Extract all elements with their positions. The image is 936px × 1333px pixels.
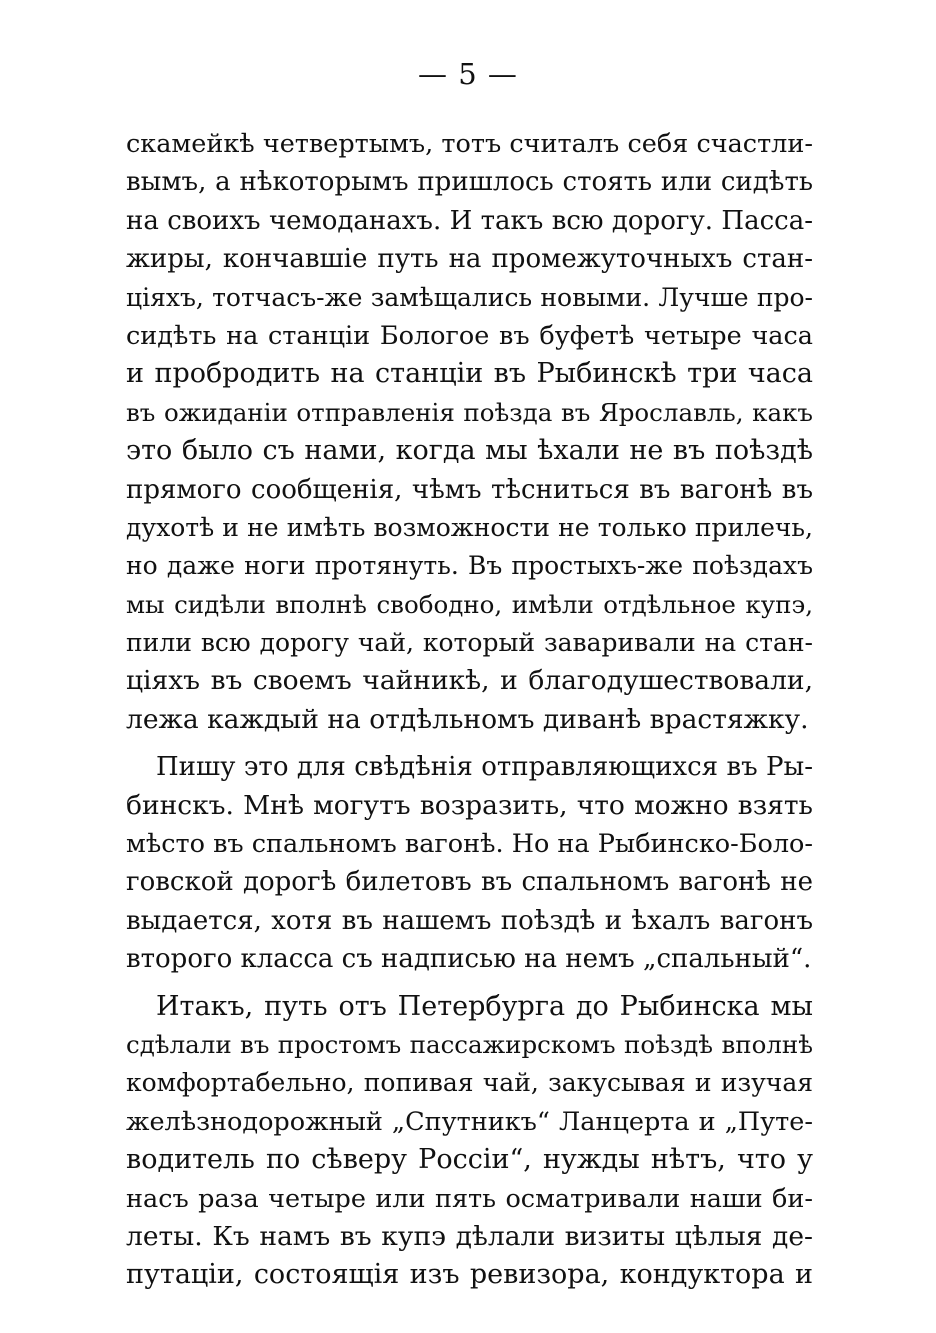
- text-line: водитель по сѣверу Россіи“, нужды нѣтъ, что у: [126, 1144, 813, 1176]
- text-line: но даже ноги протянуть. Въ простыхъ-же поѣздахъ: [126, 551, 813, 581]
- paragraph-gap: [126, 979, 813, 988]
- paragraph-3: [126, 988, 813, 1295]
- text-line: духотѣ и не имѣть возможности не только прилечь,: [126, 512, 813, 542]
- paragraph-gap: [126, 739, 813, 748]
- paragraph-1: [126, 125, 813, 739]
- text-line: путаціи, состоящія изъ ревизора, кондуктора и: [126, 1259, 813, 1291]
- text-line: Итакъ, путь отъ Петербурга до Рыбинска мы: [156, 990, 813, 1022]
- text-line: ціяхъ въ своемъ чайникѣ, и благодушествовали,: [126, 665, 813, 697]
- text-line: вымъ, а нѣкоторымъ пришлось стоять или сидѣть: [126, 167, 813, 198]
- text-line: мы сидѣли вполнѣ свободно, имѣли отдѣльное купэ,: [126, 589, 813, 619]
- text-line: жиры, кончавшіе путь на промежуточныхъ стан-: [126, 244, 813, 275]
- text-line: леты. Къ намъ въ купэ дѣлали визиты цѣлыя де-: [126, 1220, 813, 1252]
- text-line: ціяхъ, тотчасъ-же замѣщались новыми. Лучше про-: [126, 282, 813, 312]
- text-line: насъ раза четыре или пять осматривали наши би-: [126, 1183, 813, 1214]
- text-line: скамейкѣ четвертымъ, тотъ считалъ себя счастли-: [126, 129, 813, 159]
- text-line: бинскъ. Мнѣ могутъ возразить, что можно взять: [126, 789, 813, 821]
- text-line: второго класса съ надписью на немъ „спальный“.: [126, 944, 812, 975]
- text-line: въ ожиданіи отправленія поѣзда въ Ярославль, какъ: [126, 397, 813, 427]
- text-line: выдается, хотя въ нашемъ поѣздѣ и ѣхалъ вагонъ: [126, 905, 813, 936]
- text-line: прямого сообщенія, чѣмъ тѣсниться въ вагонѣ въ: [126, 474, 813, 505]
- text-line: Пишу это для свѣдѣнія отправляющихся въ Ры-: [156, 752, 813, 783]
- text-line: и пробродить на станціи въ Рыбинскѣ три часа: [126, 358, 813, 390]
- text-line: на своихъ чемоданахъ. И такъ всю дорогу. Пасса-: [126, 205, 813, 236]
- text-line: говской дорогѣ билетовъ въ спальномъ вагонѣ не: [126, 867, 813, 898]
- text-line: пили всю дорогу чай, который заваривали на стан-: [126, 628, 813, 658]
- text-line: желѣзнодорожный „Спутникъ“ Ланцерта и „Путе-: [126, 1106, 813, 1137]
- text-line: сидѣть на станціи Бологое въ буфетѣ четыре часа: [126, 320, 813, 351]
- text-line: лежа каждый на отдѣльномъ диванѣ врастяжку.: [126, 703, 809, 735]
- text-line: мѣсто въ спальномъ вагонѣ. Но на Рыбинско-Боло-: [126, 829, 813, 860]
- text-line: комфортабельно, попивая чай, закусывая и изучая: [126, 1068, 813, 1098]
- body-text: [126, 125, 813, 1295]
- text-line: сдѣлали въ простомъ пассажирскомъ поѣздѣ вполнѣ: [126, 1029, 813, 1059]
- text-line: это было съ нами, когда мы ѣхали не въ поѣздѣ: [126, 435, 813, 467]
- page-number: — 5 —: [418, 57, 518, 91]
- paragraph-2: [126, 748, 813, 978]
